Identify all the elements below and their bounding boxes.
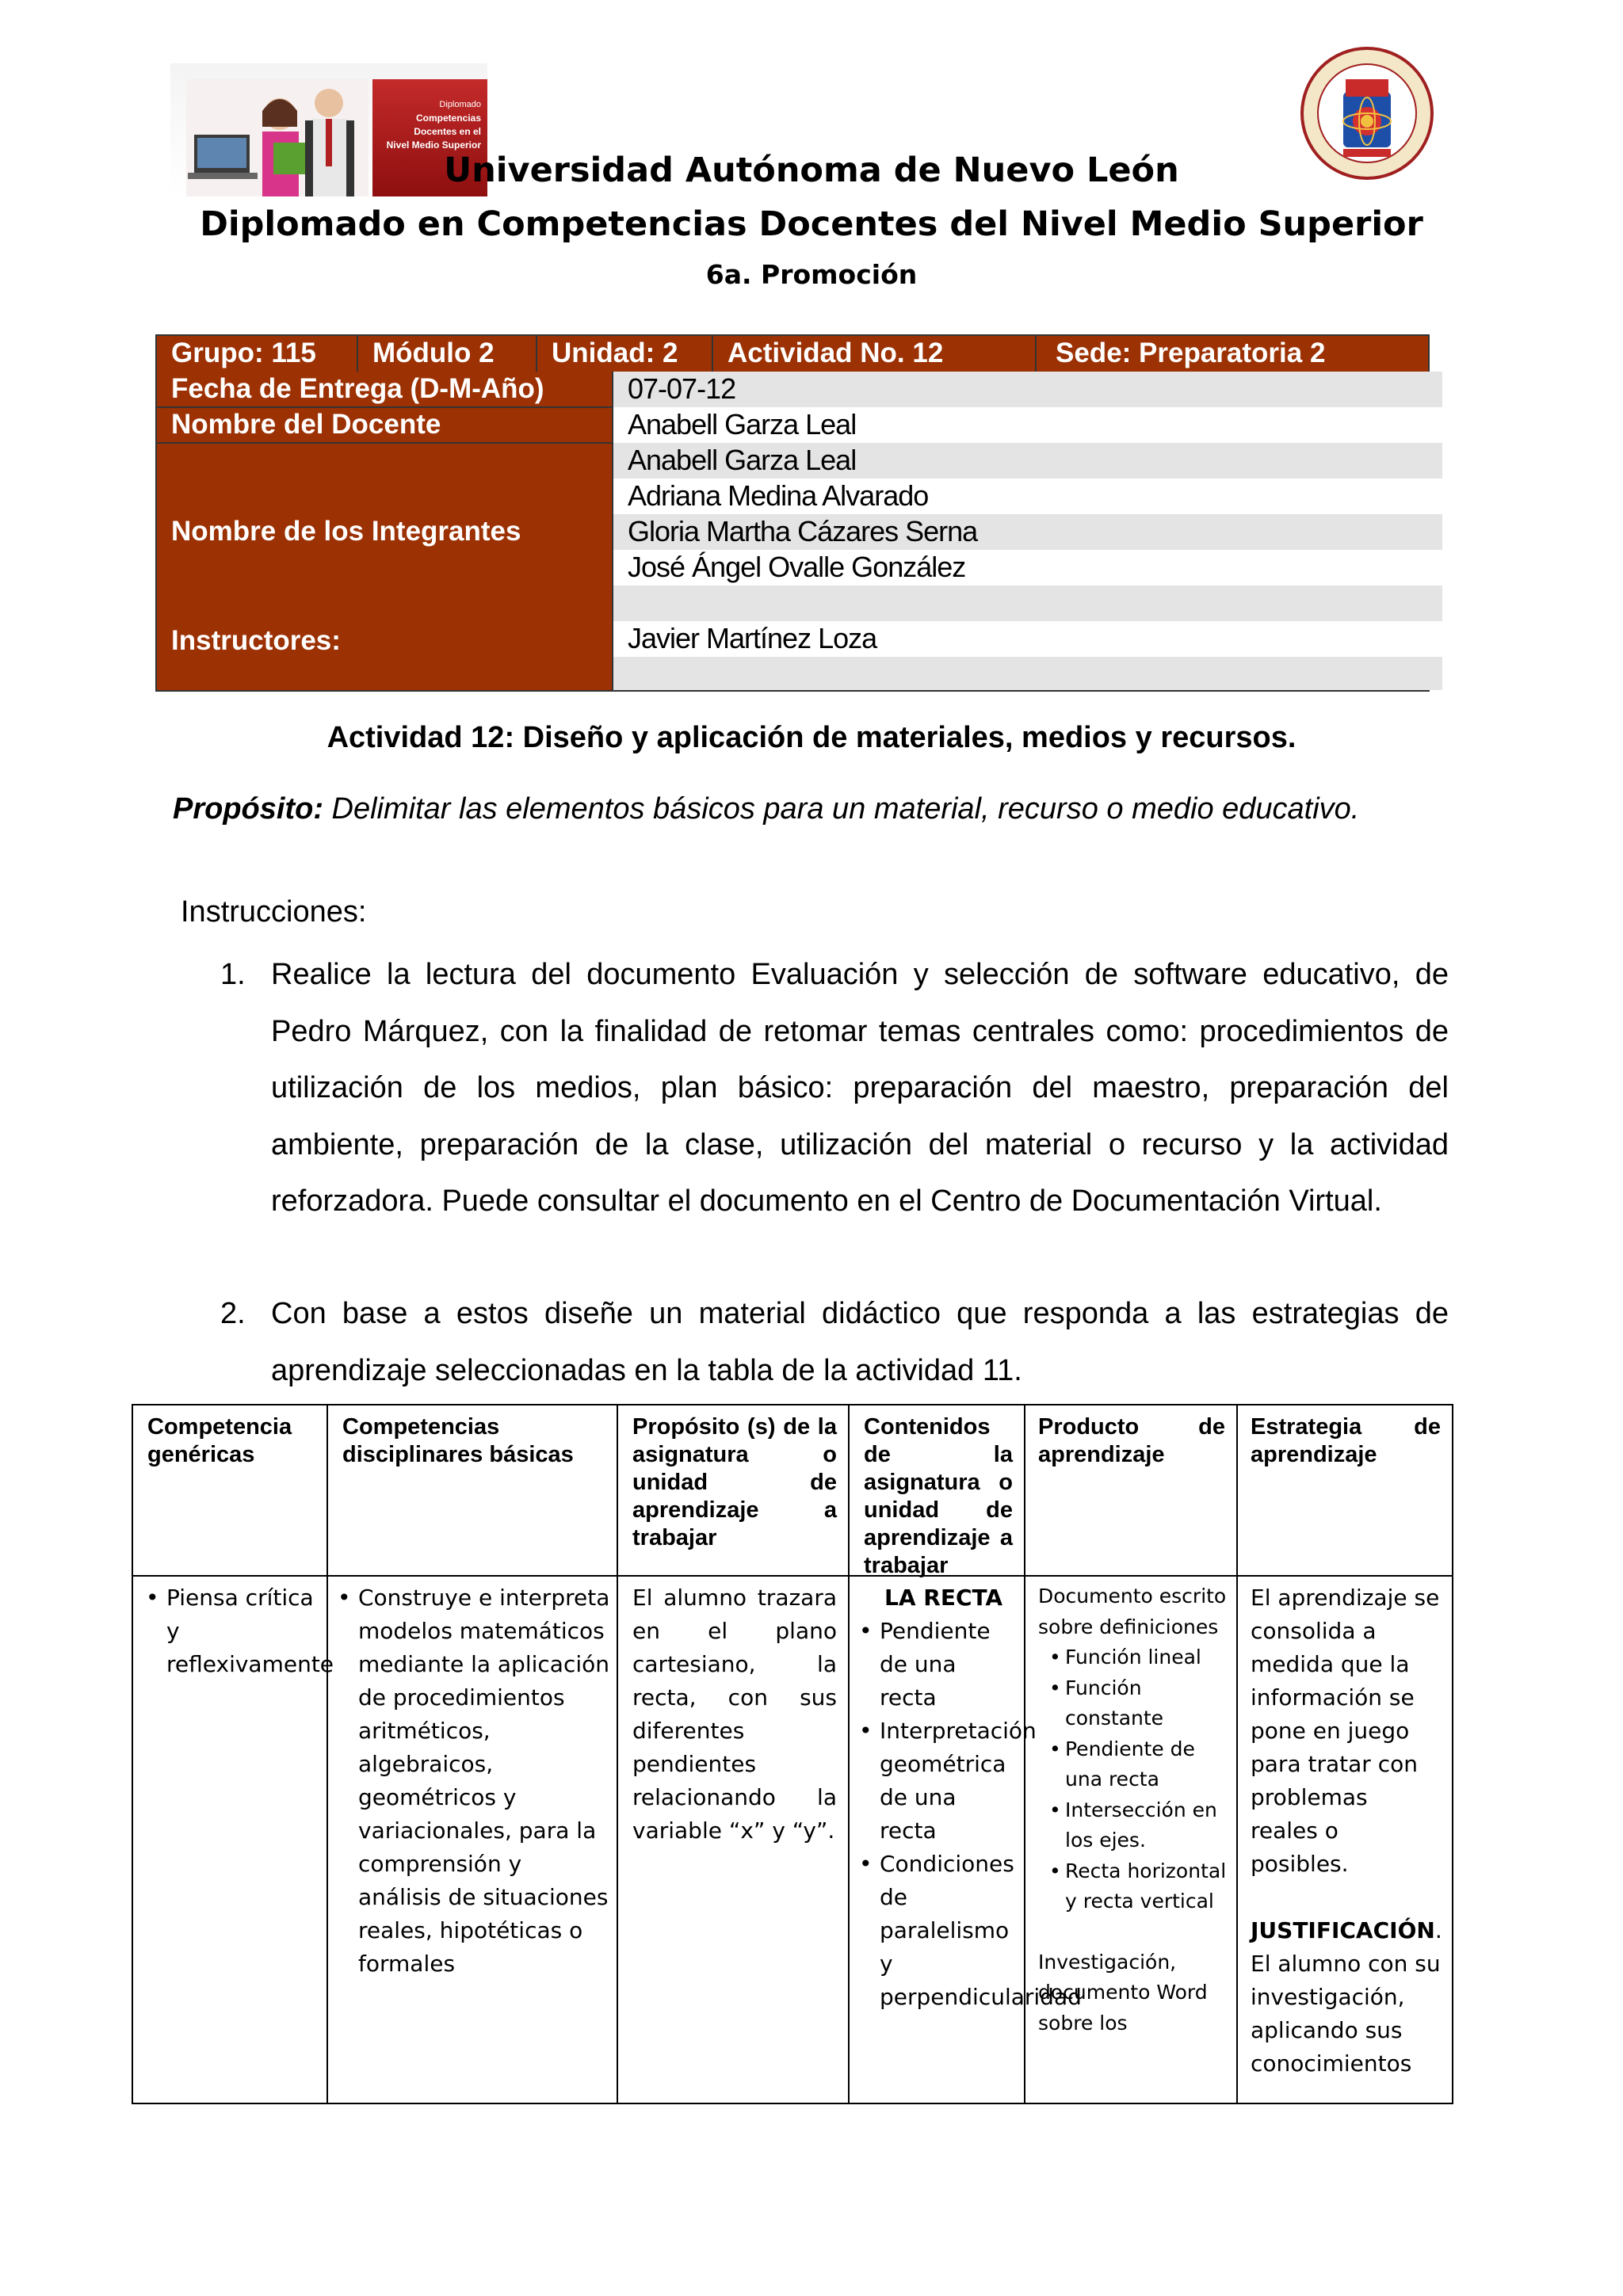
instructor-value — [613, 657, 1442, 690]
actividad-cell: Actividad No. 12 — [713, 336, 1037, 372]
cell-contenidos — [857, 1581, 1082, 2014]
integrante-value: Anabell Garza Leal — [613, 443, 1442, 480]
instruction-number: 2. — [220, 1297, 246, 1330]
instructores-label: Instructores: — [171, 625, 341, 656]
instruction-item — [220, 1286, 1449, 1399]
instructions-label: Instrucciones: — [181, 895, 367, 929]
purpose-paragraph — [173, 780, 1441, 837]
instruction-text: Realice la lectura del documento Evaluación y selección de software educativo, de Pedro Márquez, con la finalidad de retomar temas centrales como: procedimientos de utilización de los medios, plan básico: preparación del maestro, preparación del ambiente, preparación de la clase, utilización del material o recurso y la actividad reforzadora. Puede consultar el documento en el Centro de Documentación Virtual. — [271, 958, 1449, 1218]
grupo-cell: Grupo: 115 — [157, 336, 358, 372]
instruction-number: 1. — [220, 958, 246, 991]
fecha-label: Fecha de Entrega (D-M-Año) — [171, 373, 544, 404]
integrante-value — [613, 585, 1442, 623]
docente-value: Anabell Garza Leal — [613, 407, 1442, 444]
instruction-item — [220, 947, 1449, 1230]
estrategia-text: El aprendizaje se consolida a medida que la información se pone en juego para tratar con problemas reales o posibles. — [1251, 1585, 1440, 1877]
cell-estrategia: El aprendizaje se consolida a medida que la información se pone en juego para tratar con problemas reales o posibles. JUSTIFICACIÓN. El alumno con su investigación, aplicando sus conocimientos — [1251, 1581, 1441, 2081]
list-item: • Pendiente de una recta — [1038, 1734, 1228, 1795]
banner-line: Docentes en el — [414, 126, 481, 137]
banner-line: Nivel Medio Superior — [386, 139, 481, 151]
list-item: • Condiciones de paralelismo y perpendicularidad — [857, 1848, 1019, 2014]
justificacion-text: El alumno con su investigación, aplicando sus conocimientos — [1251, 1951, 1441, 2077]
list-item: • Piensa crítica y reflexivamente — [144, 1581, 322, 1681]
purpose-text: Delimitar las elementos básicos para un material, recurso o medio educativo. — [323, 792, 1360, 826]
header-estrategia: Estrategia de aprendizaje — [1251, 1414, 1441, 1467]
instructor-value: Javier Martínez Loza — [613, 621, 1442, 658]
cell-competencias-disciplinares — [336, 1581, 610, 1981]
header-contenidos: Contenidos de la asignatura o unidad de aprendizaje a trabajar — [864, 1414, 1013, 1578]
list-item: • Interpretación geométrica de una recta — [857, 1714, 1019, 1848]
modulo-cell: Módulo 2 — [358, 336, 537, 372]
list-item: • Función lineal — [1038, 1642, 1228, 1673]
contenidos-title: LA RECTA — [884, 1585, 1003, 1611]
list-item: • Función constante — [1038, 1673, 1228, 1734]
fecha-value: 07-07-12 — [613, 372, 1442, 409]
integrante-value: José Ángel Ovalle González — [613, 550, 1442, 587]
unidad-cell: Unidad: 2 — [537, 336, 713, 372]
list-item: • Intersección en los ejes. — [1038, 1795, 1228, 1856]
activity-info-table — [155, 334, 1430, 692]
values-column — [613, 372, 1428, 690]
banner-line: Diplomado — [439, 100, 481, 109]
list-item: • Construye e interpreta modelos matemáticos mediante la aplicación de procedimientos aritméticos, algebraicos, geométricos y variacionales, para la comprensión y análisis de situaciones reales, hipotéticas o formales — [336, 1581, 610, 1981]
promotion-label: 6a. Promoción — [705, 259, 918, 290]
header-producto: Producto de aprendizaje — [1038, 1414, 1225, 1467]
producto-intro: Documento escrito sobre definiciones — [1038, 1585, 1227, 1638]
program-title: Diplomado en Competencias Docentes del Nivel Medio Superior — [200, 204, 1423, 244]
cell-proposito: El alumno trazara en el plano cartesiano, la recta, con sus diferentes pendientes relacionando la variable “x” y “y”. — [632, 1585, 837, 1844]
header-competencia-genericas: Competencia genéricas — [147, 1414, 292, 1467]
cell-competencia-genericas — [144, 1581, 334, 1681]
header-competencias-disciplinares: Competencias disciplinares básicas — [342, 1414, 574, 1467]
producto-outro: Investigación, documento Word sobre los — [1038, 1950, 1208, 2035]
university-title: Universidad Autónoma de Nuevo León — [444, 151, 1179, 190]
info-header-row — [157, 336, 1428, 372]
list-item: • Pendiente de una recta — [857, 1615, 1019, 1714]
header-proposito: Propósito (s) de la asignatura o unidad de aprendizaje a trabajar — [632, 1414, 837, 1550]
integrantes-label: Nombre de los Integrantes — [171, 516, 521, 547]
sede-cell: Sede: Preparatoria 2 — [1037, 336, 1428, 372]
docente-label: Nombre del Docente — [171, 409, 441, 440]
justificacion-label: JUSTIFICACIÓN — [1251, 1917, 1435, 1943]
competencies-table — [132, 1404, 1453, 2104]
integrante-value: Gloria Martha Cázares Serna — [613, 514, 1442, 551]
integrante-value: Adriana Medina Alvarado — [613, 479, 1442, 516]
purpose-label: Propósito: — [173, 792, 323, 826]
cell-producto — [1038, 1581, 1228, 2039]
labels-column — [157, 372, 613, 690]
list-item: • Recta horizontal y recta vertical — [1038, 1856, 1228, 1917]
instruction-text: Con base a estos diseñe un material didáctico que responda a las estrategias de aprendizaje seleccionadas en la tabla de la actividad 11. — [271, 1297, 1449, 1387]
banner-line: Competencias — [415, 113, 481, 124]
activity-title: Actividad 12: Diseño y aplicación de materiales, medios y recursos. — [327, 721, 1296, 754]
